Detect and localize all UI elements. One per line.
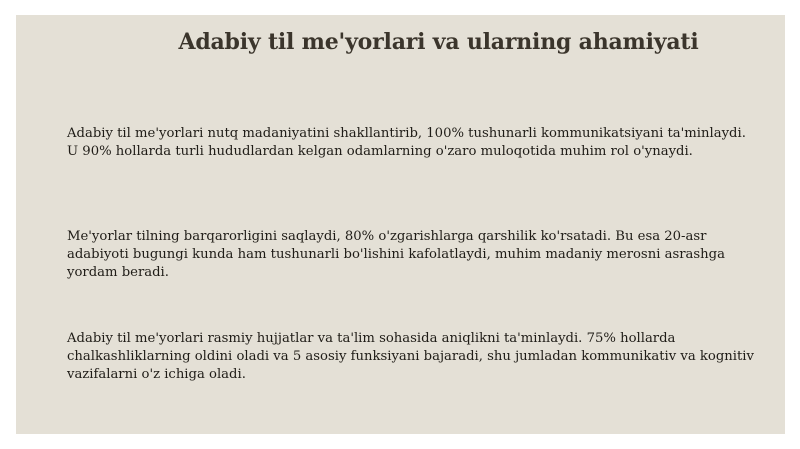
slide-title: Adabiy til me'yorlari va ularning ahamiyati [178, 29, 699, 55]
paragraph-3: Adabiy til me'yorlari rasmiy hujjatlar va ta'lim sohasida aniqlikni ta'minlaydi. 75% hollarda chalkashliklarning oldini oladi va 5 asosiy funksiyani bajaradi, shu jumladan kommunikativ va kognitiv vazifalarni o'z ichiga oladi. [67, 331, 754, 382]
paragraph-1: Adabiy til me'yorlari nutq madaniyatini shakllantirib, 100% tushunarli kommunikatsiyani ta'minlaydi. U 90% hollarda turli hududlardan kelgan odamlarning o'zaro muloqotida muhim rol o'ynaydi. [67, 126, 746, 159]
slide [16, 15, 785, 434]
paragraph-2: Me'yorlar tilning barqarorligini saqlaydi, 80% o'zgarishlarga qarshilik ko'rsatadi. Bu esa 20-asr adabiyoti bugungi kunda ham tushunarli bo'lishini kafolatlaydi, muhim madaniy merosni asrashga yordam beradi. [67, 229, 725, 280]
